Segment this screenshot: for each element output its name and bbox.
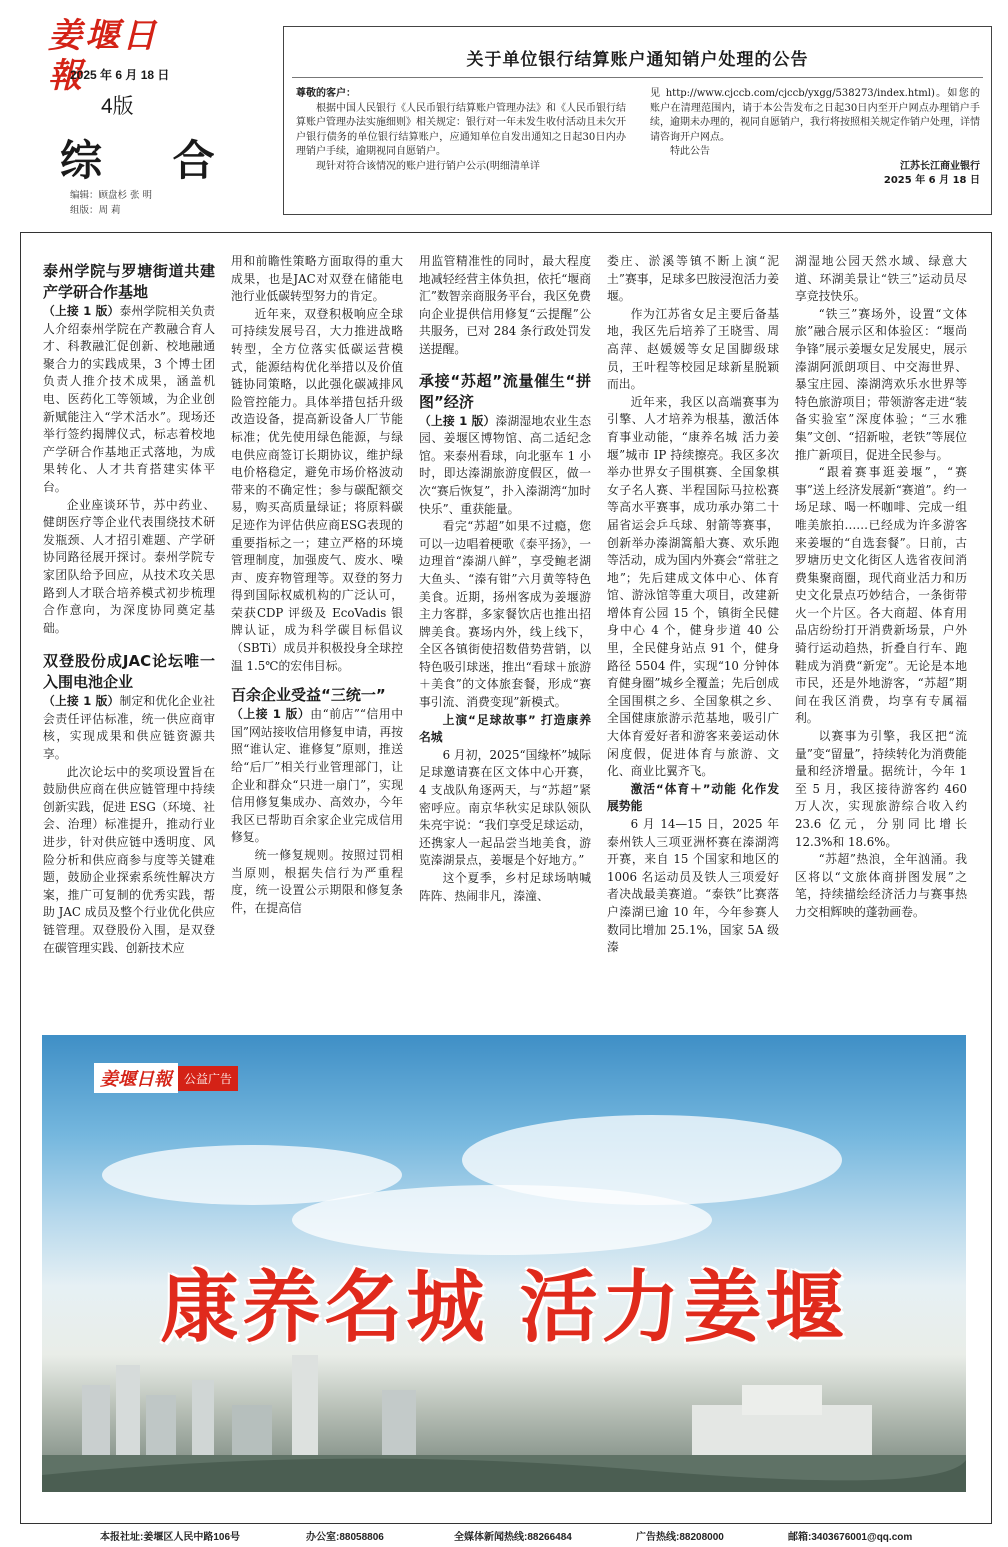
subheading: 上演“足球故事” 打造康养名城 bbox=[419, 712, 591, 745]
footer-address: 本报社址:姜堰区人民中路106号 bbox=[100, 1532, 241, 1543]
notice-sign-date: 2025 年 6 月 18 日 bbox=[883, 175, 980, 186]
article-text: 统一修复规则。按照过罚相当原则，根据失信行为严重程度，统一设置公示期限和修复条件，在提高信 bbox=[231, 848, 403, 915]
article-text: “铁三”赛场外，设置“文体旅”融合展示区和体验区：“堰尚争锋”展示姜堰女足发展史，展示溱湖阿派朗项目、中交海世界、暴宝庄园、溱湖湾欢乐水世界等特色旅游项目；带领游客走进“装备实验室”深度体验；“三水雅集”文创、“招新啦，老铁”等展位推广新项目，促进全民参与。 bbox=[795, 306, 967, 462]
article-text: 作为江苏省女足主要后备基地，我区先后培养了王晓雪、周高萍、赵媛媛等女足国脚级球员，王叶程等校园足球新星脱颖而出。 bbox=[607, 306, 779, 392]
public-service-ad bbox=[42, 1035, 966, 1492]
continued-tag: （上接 1 版） bbox=[43, 694, 120, 709]
issue-date: 2025 年 6 月 18 日 bbox=[70, 68, 170, 82]
article-column-3 bbox=[419, 253, 591, 905]
article-text: 用和前瞻性策略方面取得的重大成果，也是JAC对双登在储能电池行业低碳转型努力的肯定。 bbox=[231, 254, 403, 304]
subheading: 激活“体育＋”动能 化作发展势能 bbox=[607, 781, 779, 814]
section-title: 综 合 bbox=[60, 136, 243, 185]
notice-para: 见 http://www.cjccb.com/cjccb/yxgg/538273/index.html)。如您的账户在清理范围内，请于本公告发布之日起30日内至开户网点办理销户手续，逾期未办理的，视同自愿销户，我行将按照相关规定作销户处理，详情请咨询开户网点。 bbox=[650, 88, 980, 143]
continued-tag: （上接 1 版） bbox=[419, 413, 496, 428]
ad-slogan: 康养名城 活力姜堰 bbox=[160, 1262, 848, 1353]
article-text: 此次论坛中的奖项设置旨在鼓励供应商在供应链管理中持续创新实践，促进 ESG（环境、社会、治理）标准提升，推动行业进步，针对供应链中透明度、风险分析和供应商参与度等关键难题，鼓励企业探索系统性解决方案，推广可复制的优秀实践，帮助 JAC 成员及整个行业优化供应链管理。双登股份入围，是双登在碳管理实践、创新技术应 bbox=[43, 764, 215, 955]
ad-logo: 姜堰日報 bbox=[94, 1063, 178, 1093]
article-text: 泰州学院相关负责人介绍泰州学院在产教融合育人才、科教融汇促创新、校地融通聚合力的实践成果，3 个博士团负责人推介技术成果，涵盖机电、医药化工等领域，为企业创新赋能注入“学术活水”。现场还举行签约揭牌仪式，标志着校地产学研合作基地正式落地，为成果转化、人才共育搭建实体平台。 bbox=[43, 304, 215, 494]
footer-email: 邮箱:3403676001@qq.com bbox=[788, 1532, 913, 1543]
notice-col-left bbox=[296, 87, 626, 174]
notice-closing: 特此公告 bbox=[670, 146, 710, 157]
article-column-2 bbox=[231, 253, 403, 917]
notice-signer: 江苏长江商业银行 bbox=[900, 160, 980, 172]
headline-shuangdeng: 双登股份成JAC论坛唯一入围电池企业 bbox=[43, 652, 215, 692]
article-text: 湖湿地公园天然水域、绿意大道、环湖美景让“铁三”运动员尽享竞技快乐。 bbox=[795, 254, 967, 304]
notice-col-right bbox=[650, 87, 980, 189]
typesetter-line: 组版：周 莉 bbox=[70, 205, 121, 216]
article-text: “跟着赛事逛姜堰”，“赛事”送上经济发展新“赛道”。约一场足球、喝一杯咖啡、完成一组唯美旅拍……已经成为许多游客来姜堰的“自选套餐”。日前，古罗塘历史文化街区人选省夜间消费集聚商圈，现代商业活力和历史文化景点巧妙结合，一条街带火一个片区。各大商超、体育用品店纷纷打开消费新场景，户外骑行运动趋热，折叠自行车、跑鞋成为消费“新宠”。无论是本地市民，还是外地游客，“苏超”期间在我区消费，均享有专属福利。 bbox=[795, 465, 967, 726]
article-text: 娄庄、淤溪等镇不断上演“泥土”赛事，足球多巴胺浸泡活力姜堰。 bbox=[607, 254, 779, 304]
bank-notice bbox=[283, 26, 992, 215]
article-column-5 bbox=[795, 253, 967, 922]
ad-tag: 公益广告 bbox=[178, 1066, 238, 1091]
article-text: “苏超”热浪，全年汹涌。我区将以“文旅体商拼图发展”之笔，持续描绘经济活力与赛事热力交相辉映的蓬勃画卷。 bbox=[795, 852, 967, 919]
article-text: 这个夏季，乡村足球场呐喊阵阵、热闹非凡，溱潼、 bbox=[419, 871, 591, 903]
article-text: 近年来，我区以高端赛事为引擎、人才培养为根基，激活体育事业动能，“康养名城 活力姜堰”城市 IP 持续擦亮。我区多次举办世界女子围棋赛、全国象棋女子名人赛、半程国际马拉松赛等高水平赛事，成功承办第二十届省运会乒乓球、射箭等赛事，创新举办溱湖篙船大赛、欢乐跑等活动，成为国内外赛会“常驻之地”；先后建成文体中心、体育馆、游泳馆等重大项目，改建新增体育公园 15 个，镇街全民健身中心 4 个，健身步道 40 公里，全民健身站点 91 个，健身路径 5504 件，实现“10 分钟体育健身圈”城乡全覆盖；先后创成全国围棋之乡、全国象棋之乡、全国健康旅游示范基地，吸引广大体育爱好者和游客来姜运动休闲度假，促进体育与旅游、文化、商业比翼齐飞。 bbox=[607, 394, 779, 779]
continued-tag: （上接 1 版） bbox=[43, 304, 120, 318]
city-skyline-image bbox=[42, 1325, 966, 1492]
article-text: 近年来，双登积极响应全球可持续发展号召，大力推进战略转型，全方位落实低碳运营模式，能源结构优化举措以及价值链协同策略，以此强化碳减排风险管控能力。具体举措包括升级改造设备，提高新设备人厂节能标准；优先使用绿色能源，与绿电供应商签订长期协议，维护绿电价格稳定，避免市场价格波动带来的不确定性；参与碳配额交易，购买高质量绿证；将原料碳足迹作为评估供应商ESG表现的重要指标之一；建立严格的环境管理制度，加强废气、废水、噪声、废弃物管理等。双登的努力得到国际权威机构的广泛认可，荣获CDP 评级及 EcoVadis 银牌认证，成为科学碳目标倡议（SBTi）成员并积极投身全球控温 1.5℃的宏伟目标。 bbox=[231, 306, 403, 673]
article-text: 企业座谈环节，苏中药业、健朗医疗等企业代表围绕技术研发瓶颈、人才招引难题、产学研协同路径展开探讨。泰州学院专家团队给予回应，从技术攻关思路到人才联合培养模式初步梳理合作意向，为深度协同奠定基础。 bbox=[43, 497, 215, 635]
article-text: 看完“苏超”如果不过瘾，您可以一边唱着梗歌《泰平扬》，一边理首“溱湖八鲜”，享受鲍老湖大鱼头、“溱有钳”六月黄等特色美食。近期，扬州客成为姜堰游主力客群，多家餐饮店也推出招牌美食。赛场内外，线上线下，全区各镇街使招数借势营销，以特色吸引球迷，推出“看球＋旅游＋美食”的文体旅套餐，形成“赛事引流、消费变现”新模式。 bbox=[419, 519, 591, 710]
footer-office: 办公室:88058806 bbox=[306, 1532, 384, 1543]
ad-brand bbox=[94, 1063, 238, 1093]
article-text: 以赛事为引擎，我区把“流量”变“留量”，持续转化为消费能量和经济增量。据统计，今年 1 至 5 月，我区接待游客约 460 万人次，实现旅游综合收入约 23.6 亿元，分别同比增长 12.3%和 18.6%。 bbox=[795, 729, 967, 849]
headline-su-super: 承接“苏超”流量催生“拼图”经济 bbox=[419, 371, 591, 411]
page-number: 4版 bbox=[101, 95, 134, 118]
article-text: 制定和优化企业社会责任评估标准，统一供应商审核，实现成果和供应链资源共享。 bbox=[43, 694, 215, 762]
notice-para: 现针对符合该情况的账户进行销户公示(明细清单详 bbox=[316, 160, 540, 172]
notice-para: 根据中国人民银行《人民币银行结算账户管理办法》和《人民币银行结算账户管理办法实施细则》相关规定：银行对一年未发生收付活动且未欠开户银行债务的单位银行结算账户，应通知单位自发出通知之日起30日内办理销户手续，逾期视同自愿销户。 bbox=[296, 102, 626, 157]
footer-ad-hotline: 广告热线:88208000 bbox=[636, 1532, 724, 1543]
article-text: 用监管精准性的同时，最大程度地减轻经营主体负担，依托“堰商汇”数智亲商服务平台，我区免费向企业提供信用修复“云提醒”公共服务，已对 284 条行政处罚发送提醒。 bbox=[419, 254, 591, 356]
continued-tag: （上接 1 版） bbox=[231, 707, 311, 722]
article-text: 6 月 14—15 日，2025 年泰州铁人三项亚洲杯赛在溱湖湾开赛，来自 15 个国家和地区的 1006 名运动员及铁人三项爱好者决战最美赛道。“泰铁”比赛落户溱湖已逾 10 年，今年参赛人数同比增加 25.1%，国家 5A 级溱 bbox=[607, 817, 779, 955]
headline-taizhou-college: 泰州学院与罗塘街道共建产学研合作基地 bbox=[43, 262, 215, 301]
article-column-4 bbox=[607, 253, 779, 957]
article-text: 溱湖湿地农业生态园、姜堰区博物馆、高二适纪念馆。来泰州看球，向北驱车 1 小时，即达溱湖旅游度假区，做一次“赛后恢复”，扑入溱湖湾“加时快乐”、重获能量。 bbox=[419, 413, 591, 516]
article-text: 由“前店”“信用中国”网站接收信用修复申请，再按照“谁认定、谁修复”原则，推送给“后厂”相关行业管理部门，让企业和群众“只进一扇门”，实现信用修复集成办、高效办，今年我区已帮助百余家企业完成信用修复。 bbox=[231, 707, 403, 845]
notice-salutation: 尊敬的客户： bbox=[296, 88, 356, 99]
notice-divider bbox=[292, 77, 983, 78]
editor-line: 编辑：顾盘杉 张 明 bbox=[70, 190, 153, 201]
footer-hotline: 全媒体新闻热线:88266484 bbox=[454, 1532, 572, 1543]
article-column-1 bbox=[43, 253, 215, 957]
editor-credits bbox=[70, 188, 152, 218]
headline-credit-repair: 百余企业受益“三统一” bbox=[231, 686, 386, 705]
article-text: 6 月初，2025“国缘杯”城际足球邀请赛在区文体中心开赛，4 支战队角逐两天，与“苏超”紧密呼应。南京华秋实足球队领队朱亮宇说：“我们享受足球运动，还携家人一起品尝当地美食，游览溱湖景点，姜堰是个好地方。” bbox=[419, 747, 591, 868]
notice-title: 关于单位银行结算账户通知销户处理的公告 bbox=[466, 50, 809, 70]
masthead-logo: 姜堰日報 bbox=[48, 16, 159, 96]
